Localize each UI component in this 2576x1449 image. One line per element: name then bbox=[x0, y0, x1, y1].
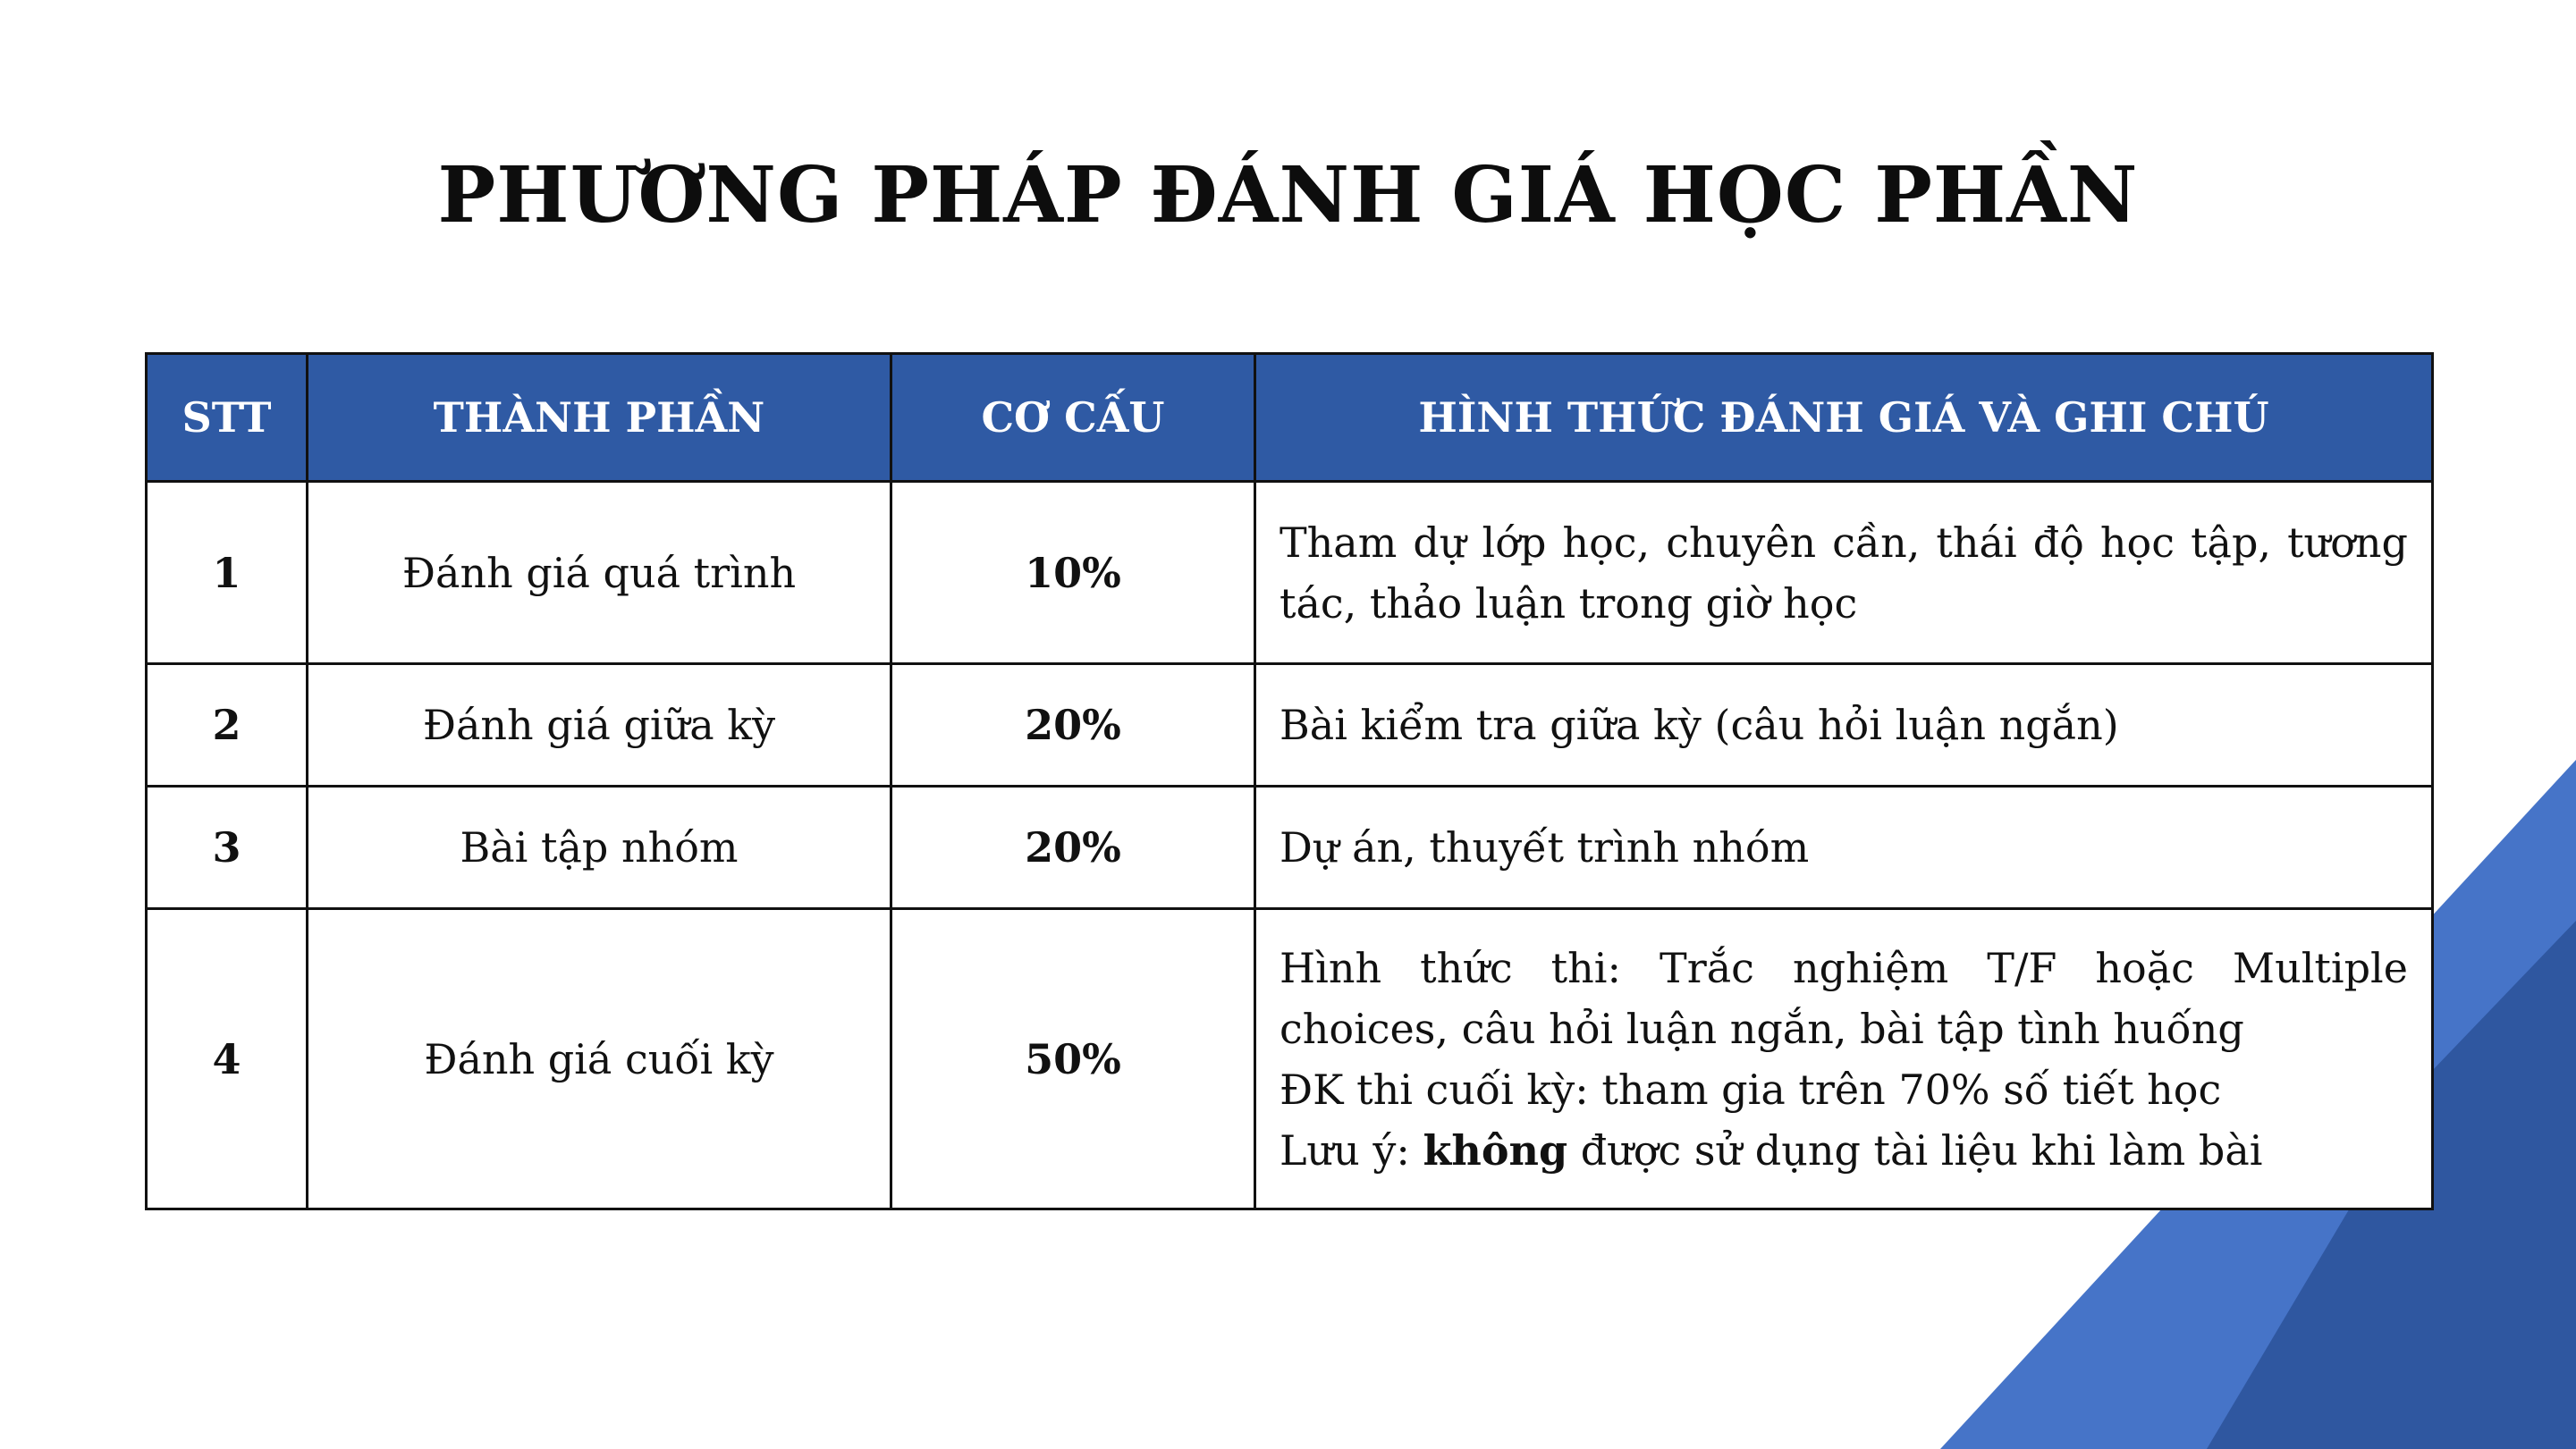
table-header-row bbox=[147, 354, 2433, 482]
table-row bbox=[147, 664, 2433, 787]
table-row bbox=[147, 482, 2433, 664]
row-weight: 10% bbox=[891, 482, 1255, 664]
note-warning bbox=[1280, 1120, 2408, 1181]
note-warning-prefix: Lưu ý: bbox=[1280, 1125, 1423, 1175]
row-stt: 2 bbox=[147, 664, 308, 787]
table-row bbox=[147, 909, 2433, 1209]
header-note: HÌNH THỨC ĐÁNH GIÁ VÀ GHI CHÚ bbox=[1255, 354, 2433, 482]
row-component: Đánh giá quá trình bbox=[308, 482, 891, 664]
header-component: THÀNH PHẦN bbox=[308, 354, 891, 482]
row-component: Đánh giá giữa kỳ bbox=[308, 664, 891, 787]
row-stt: 4 bbox=[147, 909, 308, 1209]
row-component: Bài tập nhóm bbox=[308, 787, 891, 909]
row-weight: 20% bbox=[891, 664, 1255, 787]
header-weight: CƠ CẤU bbox=[891, 354, 1255, 482]
note-warning-emphasis: không bbox=[1423, 1125, 1568, 1175]
row-component: Đánh giá cuối kỳ bbox=[308, 909, 891, 1209]
note-warning-suffix: được sử dụng tài liệu khi làm bài bbox=[1567, 1125, 2263, 1175]
row-stt: 3 bbox=[147, 787, 308, 909]
table-row bbox=[147, 787, 2433, 909]
assessment-table bbox=[145, 352, 2434, 1210]
row-stt: 1 bbox=[147, 482, 308, 664]
page-title: PHƯƠNG PHÁP ĐÁNH GIÁ HỌC PHẦN bbox=[437, 150, 2139, 240]
row-note bbox=[1255, 909, 2433, 1209]
row-note: Dự án, thuyết trình nhóm bbox=[1255, 787, 2433, 909]
row-weight: 20% bbox=[891, 787, 1255, 909]
note-exam-format: Hình thức thi: Trắc nghiệm T/F hoặc Multiple choices, câu hỏi luận ngắn, bài tập tình huống bbox=[1280, 943, 2408, 1053]
header-stt: STT bbox=[147, 354, 308, 482]
row-weight: 50% bbox=[891, 909, 1255, 1209]
note-exam-condition: ĐK thi cuối kỳ: tham gia trên 70% số tiết học bbox=[1280, 1065, 2222, 1114]
row-note: Tham dự lớp học, chuyên cần, thái độ học tập, tương tác, thảo luận trong giờ học bbox=[1255, 482, 2433, 664]
row-note: Bài kiểm tra giữa kỳ (câu hỏi luận ngắn) bbox=[1255, 664, 2433, 787]
